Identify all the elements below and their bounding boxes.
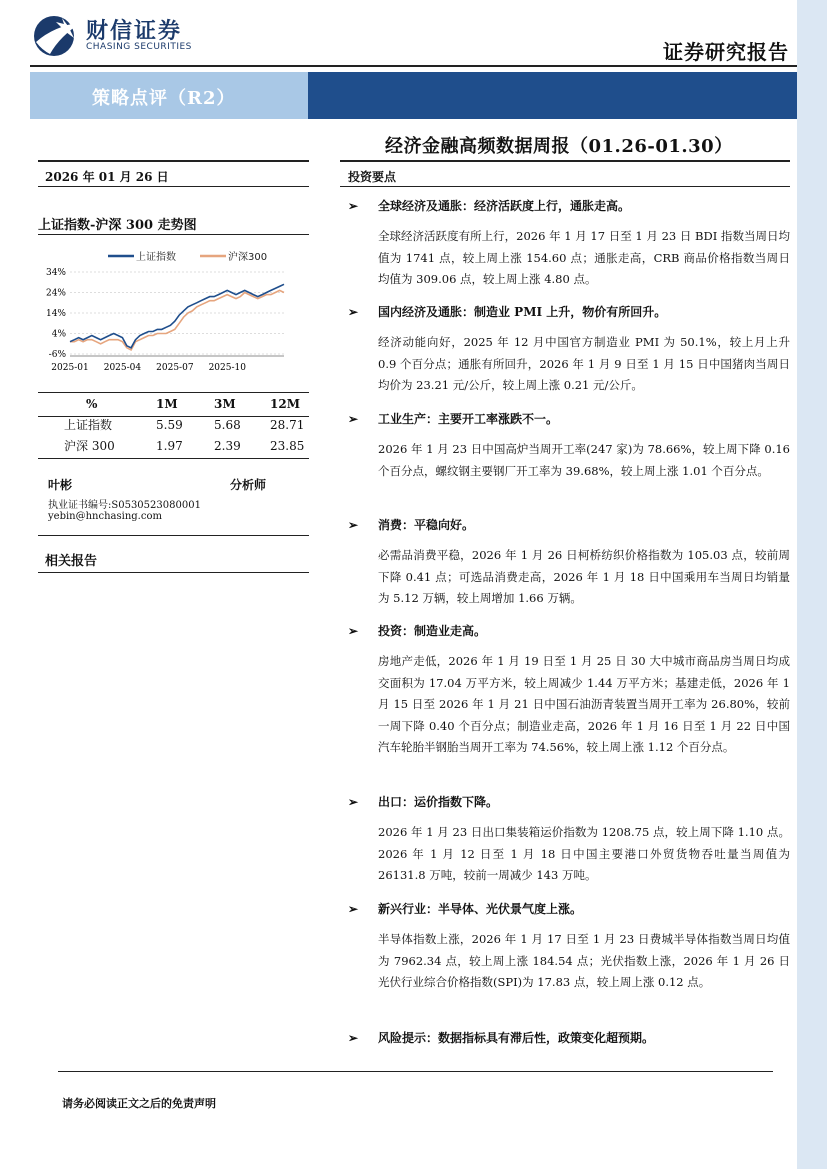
table-cell: 沪深 300 bbox=[64, 439, 115, 453]
table-header-rule bbox=[38, 416, 309, 417]
series-line-sse-index bbox=[70, 284, 284, 348]
legend-label: 沪深300 bbox=[228, 252, 268, 263]
x-tick-label: 2025-04 bbox=[103, 363, 142, 373]
bullet-arrow-icon: ➢ bbox=[348, 199, 359, 213]
index-chart-title: 上证指数-沪深 300 走势图 bbox=[38, 218, 197, 233]
table-row bbox=[38, 414, 308, 435]
table-bottom-rule bbox=[38, 458, 309, 459]
highlight-heading-text: 国内经济及通胀：制造业 PMI 上升，物价有所回升。 bbox=[378, 305, 667, 319]
footer-divider bbox=[58, 1071, 773, 1072]
highlight-paragraph: 全球经济活跃度有所上行，2026 年 1 月 17 日至 1 月 23 日 BDI 指数当周日均值为 1741 点，较上周上涨 154.60 点；通胀走高，CRB 商品价格指数当周日均值为 309.06 点，较上周上涨 4.80 点。 bbox=[378, 229, 790, 286]
analyst-name: 叶彬 bbox=[48, 478, 73, 492]
highlight-heading bbox=[340, 1028, 790, 1048]
sidebar-top-rule bbox=[38, 160, 309, 162]
highlight-heading-text: 新兴行业：半导体、光伏景气度上涨。 bbox=[378, 902, 583, 916]
y-tick-label: 14% bbox=[45, 309, 66, 319]
highlight-section bbox=[340, 1028, 790, 1048]
bullet-arrow-icon: ➢ bbox=[348, 518, 359, 532]
report-date: 2026 年 01 月 26 日 bbox=[45, 170, 169, 184]
table-cell: 5.68 bbox=[214, 417, 241, 432]
highlight-heading bbox=[340, 409, 790, 429]
table-cell: 23.85 bbox=[270, 438, 305, 453]
company-name-cn: 财信证券 bbox=[86, 19, 183, 44]
bullet-arrow-icon: ➢ bbox=[348, 902, 359, 916]
highlight-heading bbox=[340, 899, 790, 919]
analyst-certificate: 执业证书编号:S0530523080001 bbox=[48, 500, 201, 511]
table-cell: 28.71 bbox=[270, 417, 305, 432]
y-tick-label: 34% bbox=[45, 268, 66, 278]
index-trend-chart bbox=[38, 244, 308, 382]
highlight-heading-text: 出口：运价指数下降。 bbox=[378, 795, 499, 809]
highlight-section bbox=[340, 899, 790, 994]
x-tick-label: 2025-07 bbox=[156, 363, 194, 373]
bullet-arrow-icon: ➢ bbox=[348, 1031, 359, 1045]
analyst-rule bbox=[38, 535, 309, 536]
bullet-arrow-icon: ➢ bbox=[348, 305, 359, 319]
bullet-arrow-icon: ➢ bbox=[348, 412, 359, 426]
analyst-email[interactable]: yebin@hnchasing.com bbox=[48, 511, 162, 522]
table-cell: 1.97 bbox=[156, 438, 183, 453]
highlight-heading-text: 投资：制造业走高。 bbox=[378, 624, 487, 638]
category-label: 策略点评（R2） bbox=[92, 88, 236, 109]
logo-emblem-icon bbox=[30, 12, 86, 58]
table-header-row bbox=[38, 393, 308, 414]
highlight-section bbox=[340, 196, 790, 291]
date-rule bbox=[38, 186, 309, 187]
highlight-heading bbox=[340, 621, 790, 641]
legend-label: 上证指数 bbox=[136, 252, 176, 263]
highlight-heading bbox=[340, 792, 790, 812]
series-line-csi300 bbox=[70, 290, 284, 350]
report-type: 证券研究报告 bbox=[663, 40, 789, 64]
y-tick-label: 4% bbox=[51, 329, 66, 340]
y-tick-label: 24% bbox=[45, 288, 66, 299]
highlight-paragraph: 必需品消费平稳，2026 年 1 月 26 日柯桥纺织价格指数为 105.03 点，较前周下降 0.41 点；可选品消费走高，2026 年 1 月 18 日中国乘用车当周日均销量为 5.12 万辆，较上周增加 1.66 万辆。 bbox=[378, 548, 790, 605]
highlight-section bbox=[340, 621, 790, 759]
table-row bbox=[38, 435, 308, 456]
company-name-en: CHASING SECURITIES bbox=[86, 42, 192, 52]
highlight-heading-text: 风险提示：数据指标具有滞后性，政策变化超预期。 bbox=[378, 1031, 655, 1045]
highlight-paragraph: 2026 年 1 月 23 日出口集装箱运价指数为 1208.75 点，较上周下降 1.10 点。2026 年 1 月 12 日至 1 月 18 日中国主要港口外贸货物吞吐量当周值为 26131.8 万吨，较前一周减少 143 万吨。 bbox=[378, 825, 790, 882]
analyst-role: 分析师 bbox=[230, 478, 267, 492]
highlight-section bbox=[340, 302, 790, 397]
y-tick-label: -6% bbox=[48, 350, 66, 360]
highlight-section bbox=[340, 792, 790, 887]
related-rule bbox=[38, 572, 309, 573]
header-divider bbox=[30, 65, 797, 67]
table-cell: 5.59 bbox=[156, 417, 183, 432]
table-cell: 2.39 bbox=[214, 438, 241, 453]
right-decorative-strip bbox=[797, 0, 827, 1169]
highlight-heading-text: 工业生产：主要开工率涨跌不一。 bbox=[378, 412, 559, 426]
footer-disclaimer: 请务必阅读正文之后的免责声明 bbox=[62, 1097, 216, 1110]
highlight-heading-text: 全球经济及通胀：经济活跃度上行，通胀走高。 bbox=[378, 199, 631, 213]
table-header-cell: % bbox=[86, 396, 98, 411]
table-header-cell: 1M bbox=[156, 396, 178, 411]
highlight-paragraph: 半导体指数上涨，2026 年 1 月 17 日至 1 月 23 日费城半导体指数当周日均值为 7962.34 点，较上周上涨 184.54 点；光伏指数上涨，2026 年 1 月 26 日光伏行业综合价格指数(SPI)为 17.83 点，较上周上涨 0.12 点。 bbox=[378, 932, 790, 989]
x-tick-label: 2025-10 bbox=[208, 363, 246, 373]
highlights-top-rule bbox=[340, 160, 790, 162]
performance-table bbox=[38, 393, 308, 456]
table-header-cell: 12M bbox=[270, 396, 300, 411]
bullet-arrow-icon: ➢ bbox=[348, 624, 359, 638]
table-header-cell: 3M bbox=[214, 396, 236, 411]
x-tick-label: 2025-01 bbox=[51, 363, 89, 373]
bullet-arrow-icon: ➢ bbox=[348, 795, 359, 809]
table-cell: 上证指数 bbox=[64, 418, 113, 432]
highlight-heading-text: 消费：平稳向好。 bbox=[378, 518, 475, 532]
related-reports-heading: 相关报告 bbox=[45, 554, 98, 569]
chart-title-rule bbox=[38, 234, 309, 235]
highlight-paragraph: 2026 年 1 月 23 日中国高炉当周开工率(247 家)为 78.66%，较上周下降 0.16 个百分点，螺纹钢主要钢厂开工率为 39.68%，较上周上涨 1.01 个百分点。 bbox=[378, 442, 790, 478]
highlight-heading bbox=[340, 196, 790, 216]
highlight-section bbox=[340, 409, 790, 482]
document-title: 经济金融高频数据周报（01.26-01.30） bbox=[385, 136, 733, 157]
highlight-heading bbox=[340, 302, 790, 322]
highlight-heading bbox=[340, 515, 790, 535]
highlight-paragraph: 房地产走低，2026 年 1 月 19 日至 1 月 25 日 30 大中城市商品房当周日均成交面积为 17.04 万平方米，较上周减少 1.44 万平方米；基建走低，2026 年 1 月 15 日至 2026 年 1 月 21 日中国石油沥青装置当周开工率为 26.80%，较前一周下降 0.40 个百分点；制造业走高，2026 年 1 月 16 日至 1 月 22 日中国汽车轮胎半钢胎当周开工率为 74.56%，较上周上涨 1.12 个百分点。 bbox=[378, 654, 790, 754]
highlight-paragraph: 经济动能向好，2025 年 12 月中国官方制造业 PMI 为 50.1%，较上月上升 0.9 个百分点；通胀有所回升，2026 年 1 月 9 日至 1 月 15 日中国猪肉当周日均价为 23.21 元/公斤，较上周上涨 0.21 元/公斤。 bbox=[378, 335, 790, 392]
highlights-title: 投资要点 bbox=[348, 170, 397, 184]
category-banner bbox=[30, 72, 797, 119]
highlights-title-rule bbox=[340, 186, 790, 187]
highlight-section bbox=[340, 515, 790, 610]
